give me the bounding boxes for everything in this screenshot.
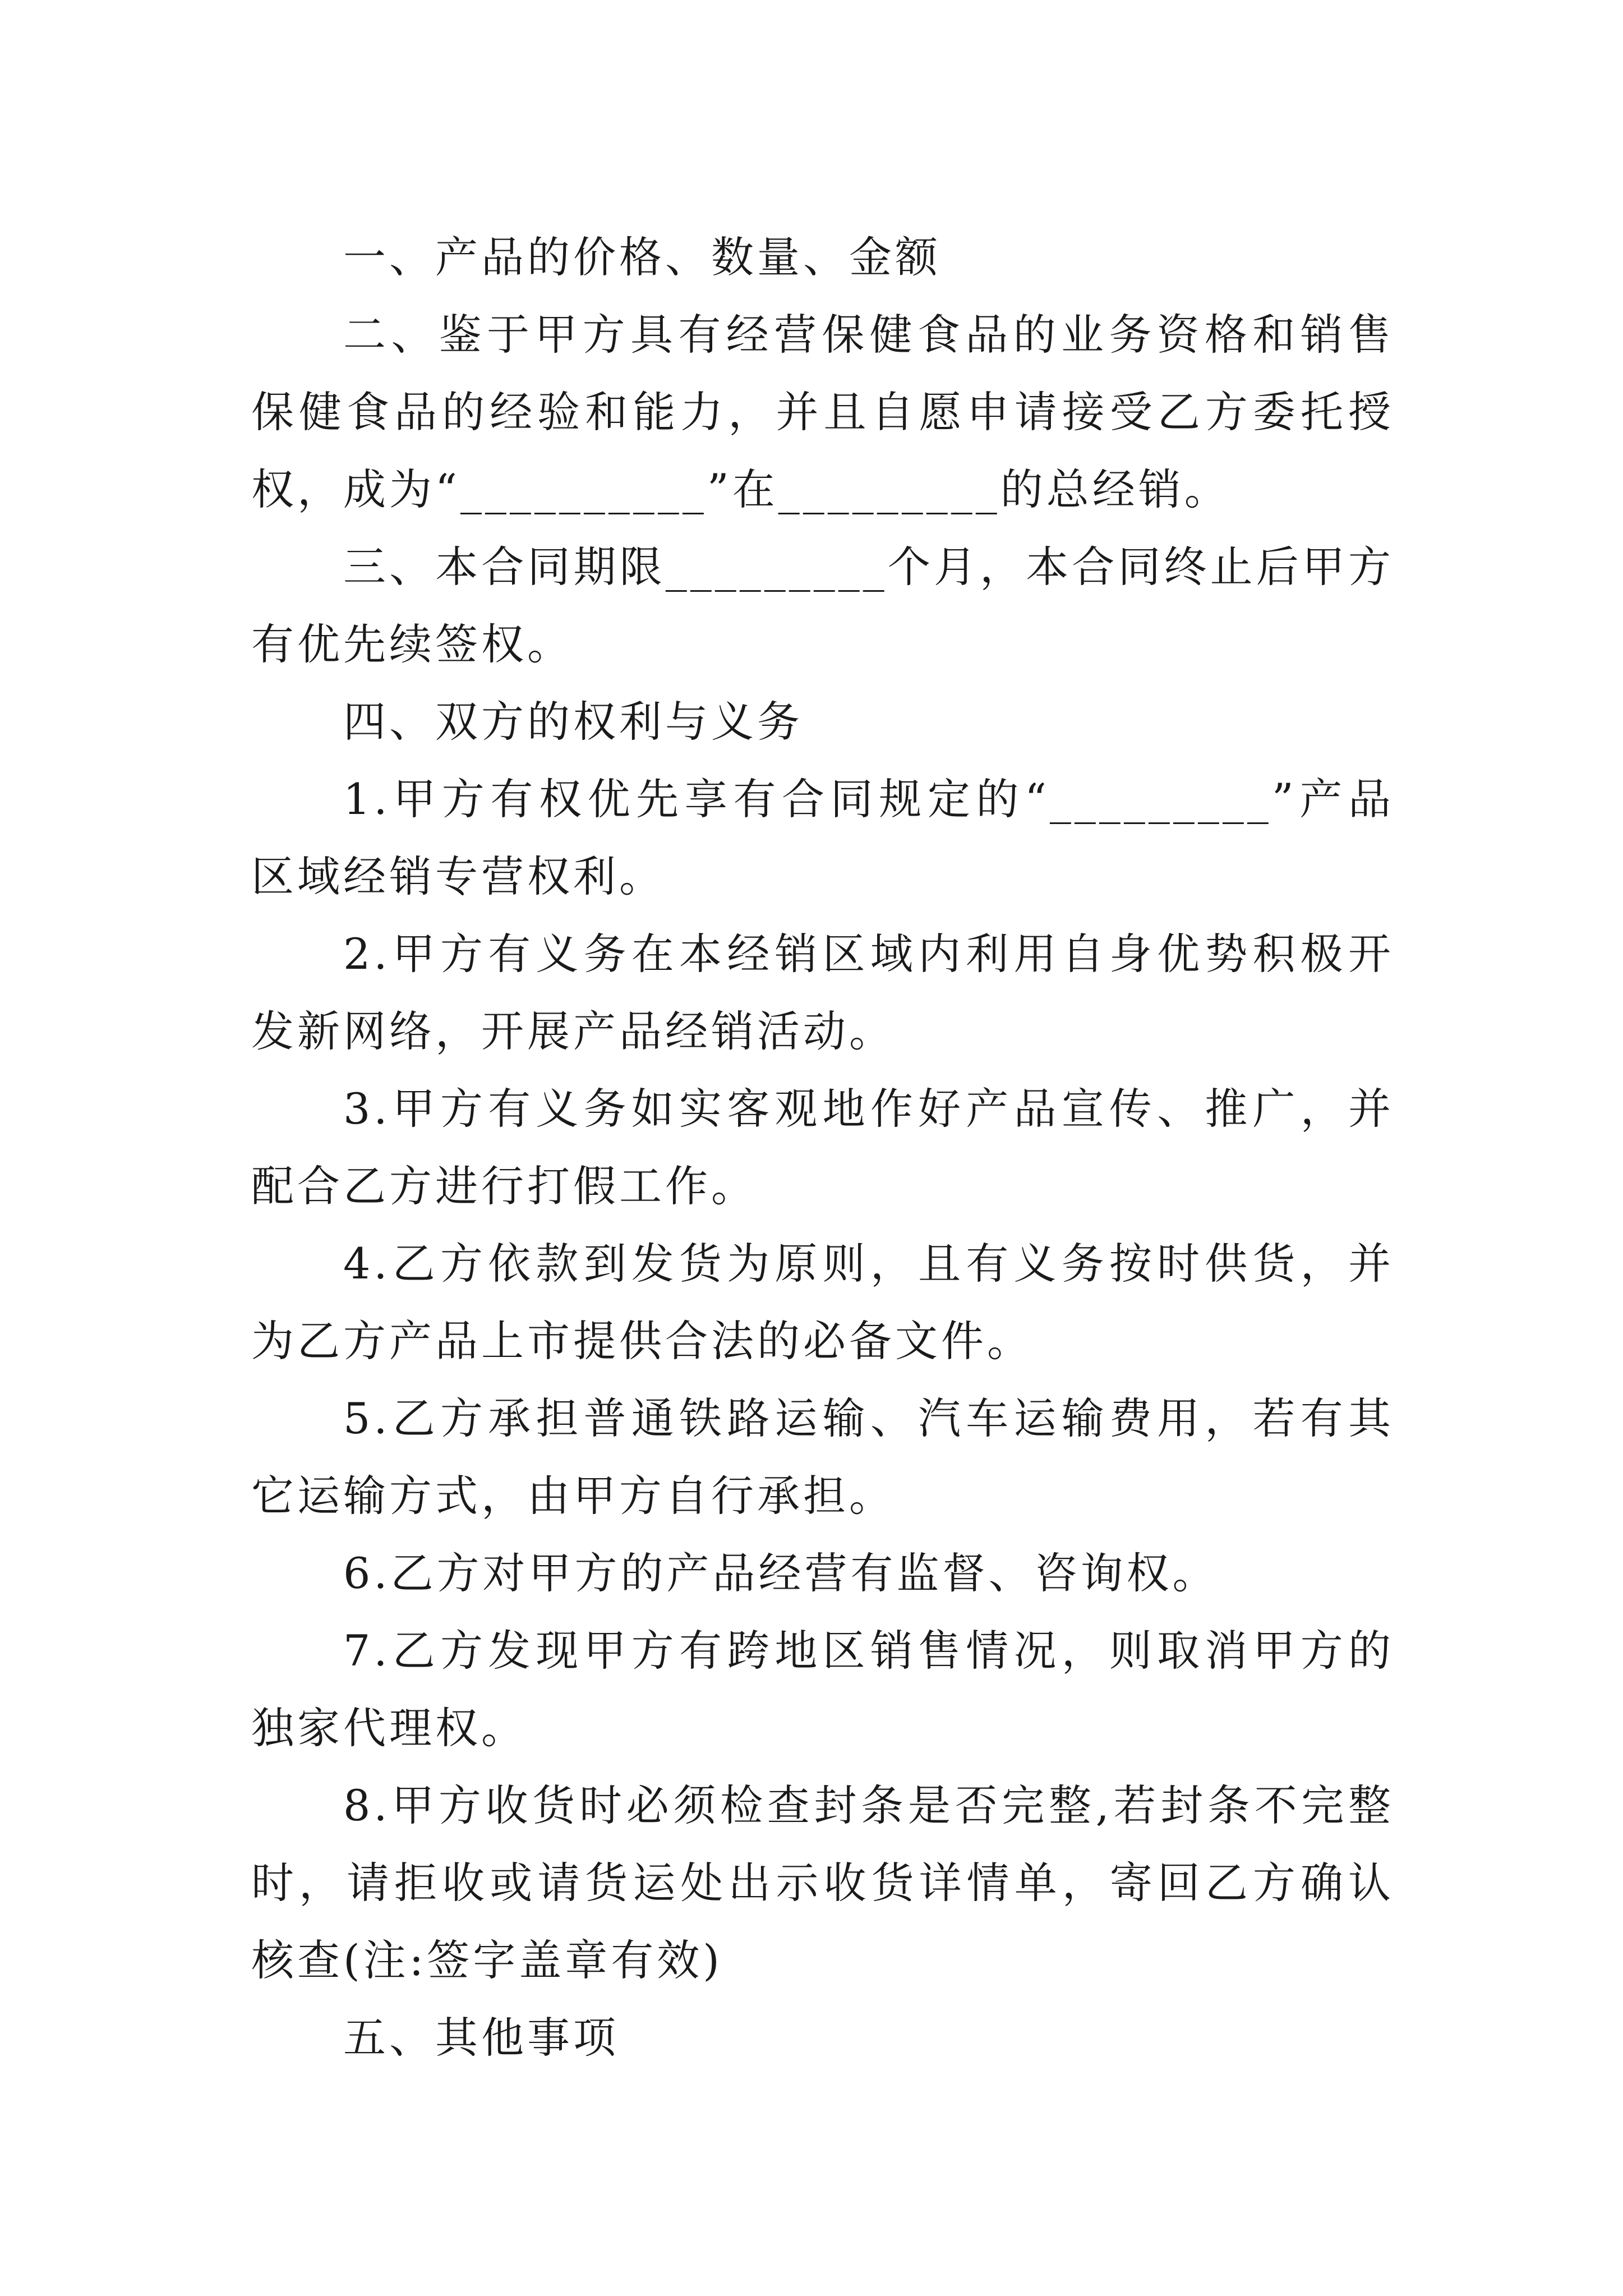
clause-5: 5.乙方承担普通铁路运输、汽车运输费用，若有其它运输方式，由甲方自行承担。 [251,1393,1394,1521]
clause-2: 2.甲方有义务在本经销区域内利用自身优势积极开发新网络，开展产品经销活动。 [251,929,1394,1056]
clause-3: 3.甲方有义务如实客观地作好产品宣传、推广，并配合乙方进行打假工作。 [251,1084,1394,1211]
contract-body [251,219,1394,2077]
clause-1: 1.甲方有权优先享有合同规定的“_________”产品区域经销专营权利。 [251,774,1394,901]
clause-8: 8.甲方收货时必须检查封条是否完整,若封条不完整时，请拒收或请货运处出示收货详情单，寄回乙方确认核查(注:签字盖章有效) [251,1780,1394,1985]
clause-6: 6.乙方对甲方的产品经营有监督、咨询权。 [343,1548,1219,1598]
section-heading-other-matters: 五、其他事项 [343,2013,619,2063]
clause-7: 7.乙方发现甲方有跨地区销售情况，则取消甲方的独家代理权。 [251,1626,1394,1753]
section-heading-price-quantity: 一、产品的价格、数量、金额 [343,232,941,282]
section-heading-rights-obligations: 四、双方的权利与义务 [343,697,803,747]
paragraph-distribution-authorization: 二、鉴于甲方具有经营保健食品的业务资格和销售保健食品的经验和能力，并且自愿申请接受乙方委托授权，成为“__________”在_________的总经销。 [251,310,1394,514]
clause-4: 4.乙方依款到发货为原则，且有义务按时供货，并为乙方产品上市提供合法的必备文件。 [251,1239,1394,1366]
paragraph-contract-term: 三、本合同期限_________个月，本合同终止后甲方有优先续签权。 [251,542,1394,669]
